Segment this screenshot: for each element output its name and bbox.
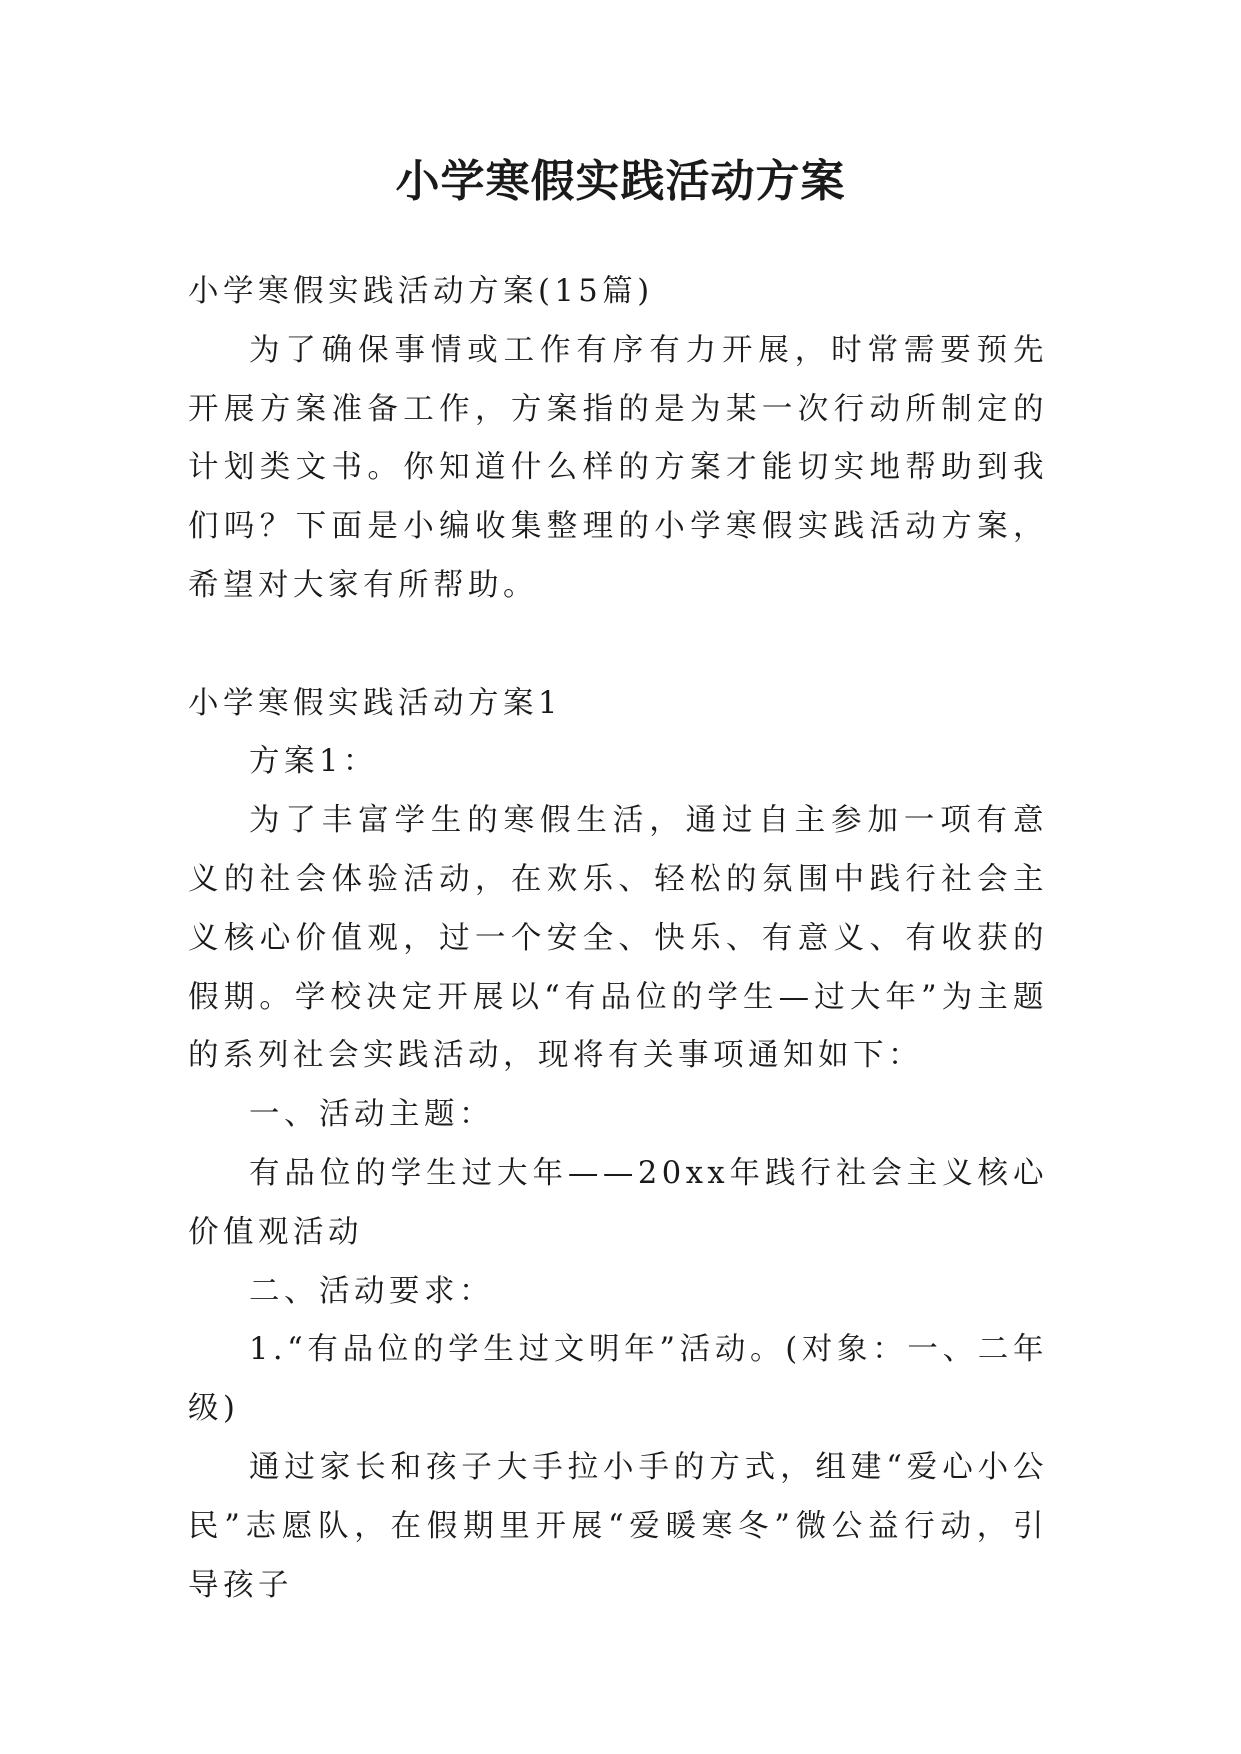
activity-requirements-heading: 二、活动要求：: [249, 1273, 494, 1309]
document-body: [188, 263, 1048, 1615]
requirement-item-1: 1.“有品位的学生过文明年”活动。(对象：一、二年级): [188, 1332, 1048, 1427]
requirement-item-1-text: 通过家长和孩子大手拉小手的方式，组建“爱心小公民”志愿队，在假期里开展“爱暖寒冬”微公益行动，引导孩子: [188, 1449, 1048, 1603]
plan-label: 方案1：: [249, 744, 378, 780]
activity-theme-heading: 一、活动主题：: [249, 1097, 494, 1133]
section-heading: 小学寒假实践活动方案1: [188, 685, 562, 721]
activity-theme-text: 有品位的学生过大年——20xx年践行社会主义核心价值观活动: [188, 1155, 1048, 1250]
document-title: 小学寒假实践活动方案: [395, 156, 846, 207]
intro-paragraph: 为了确保事情或工作有序有力开展，时常需要预先开展方案准备工作，方案指的是为某一次行动所制定的计划类文书。你知道什么样的方案才能切实地帮助到我们吗？下面是小编收集整理的小学寒假实践活动方案，希望对大家有所帮助。: [188, 332, 1048, 603]
doc-subtitle: 小学寒假实践活动方案(15篇): [188, 274, 654, 309]
purpose-paragraph: 为了丰富学生的寒假生活，通过自主参加一项有意义的社会体验活动，在欢乐、轻松的氛围中践行社会主义核心价值观，过一个安全、快乐、有意义、有收获的假期。学校决定开展以“有品位的学生—过大年”为主题的系列社会实践活动，现将有关事项通知如下：: [188, 803, 1048, 1074]
